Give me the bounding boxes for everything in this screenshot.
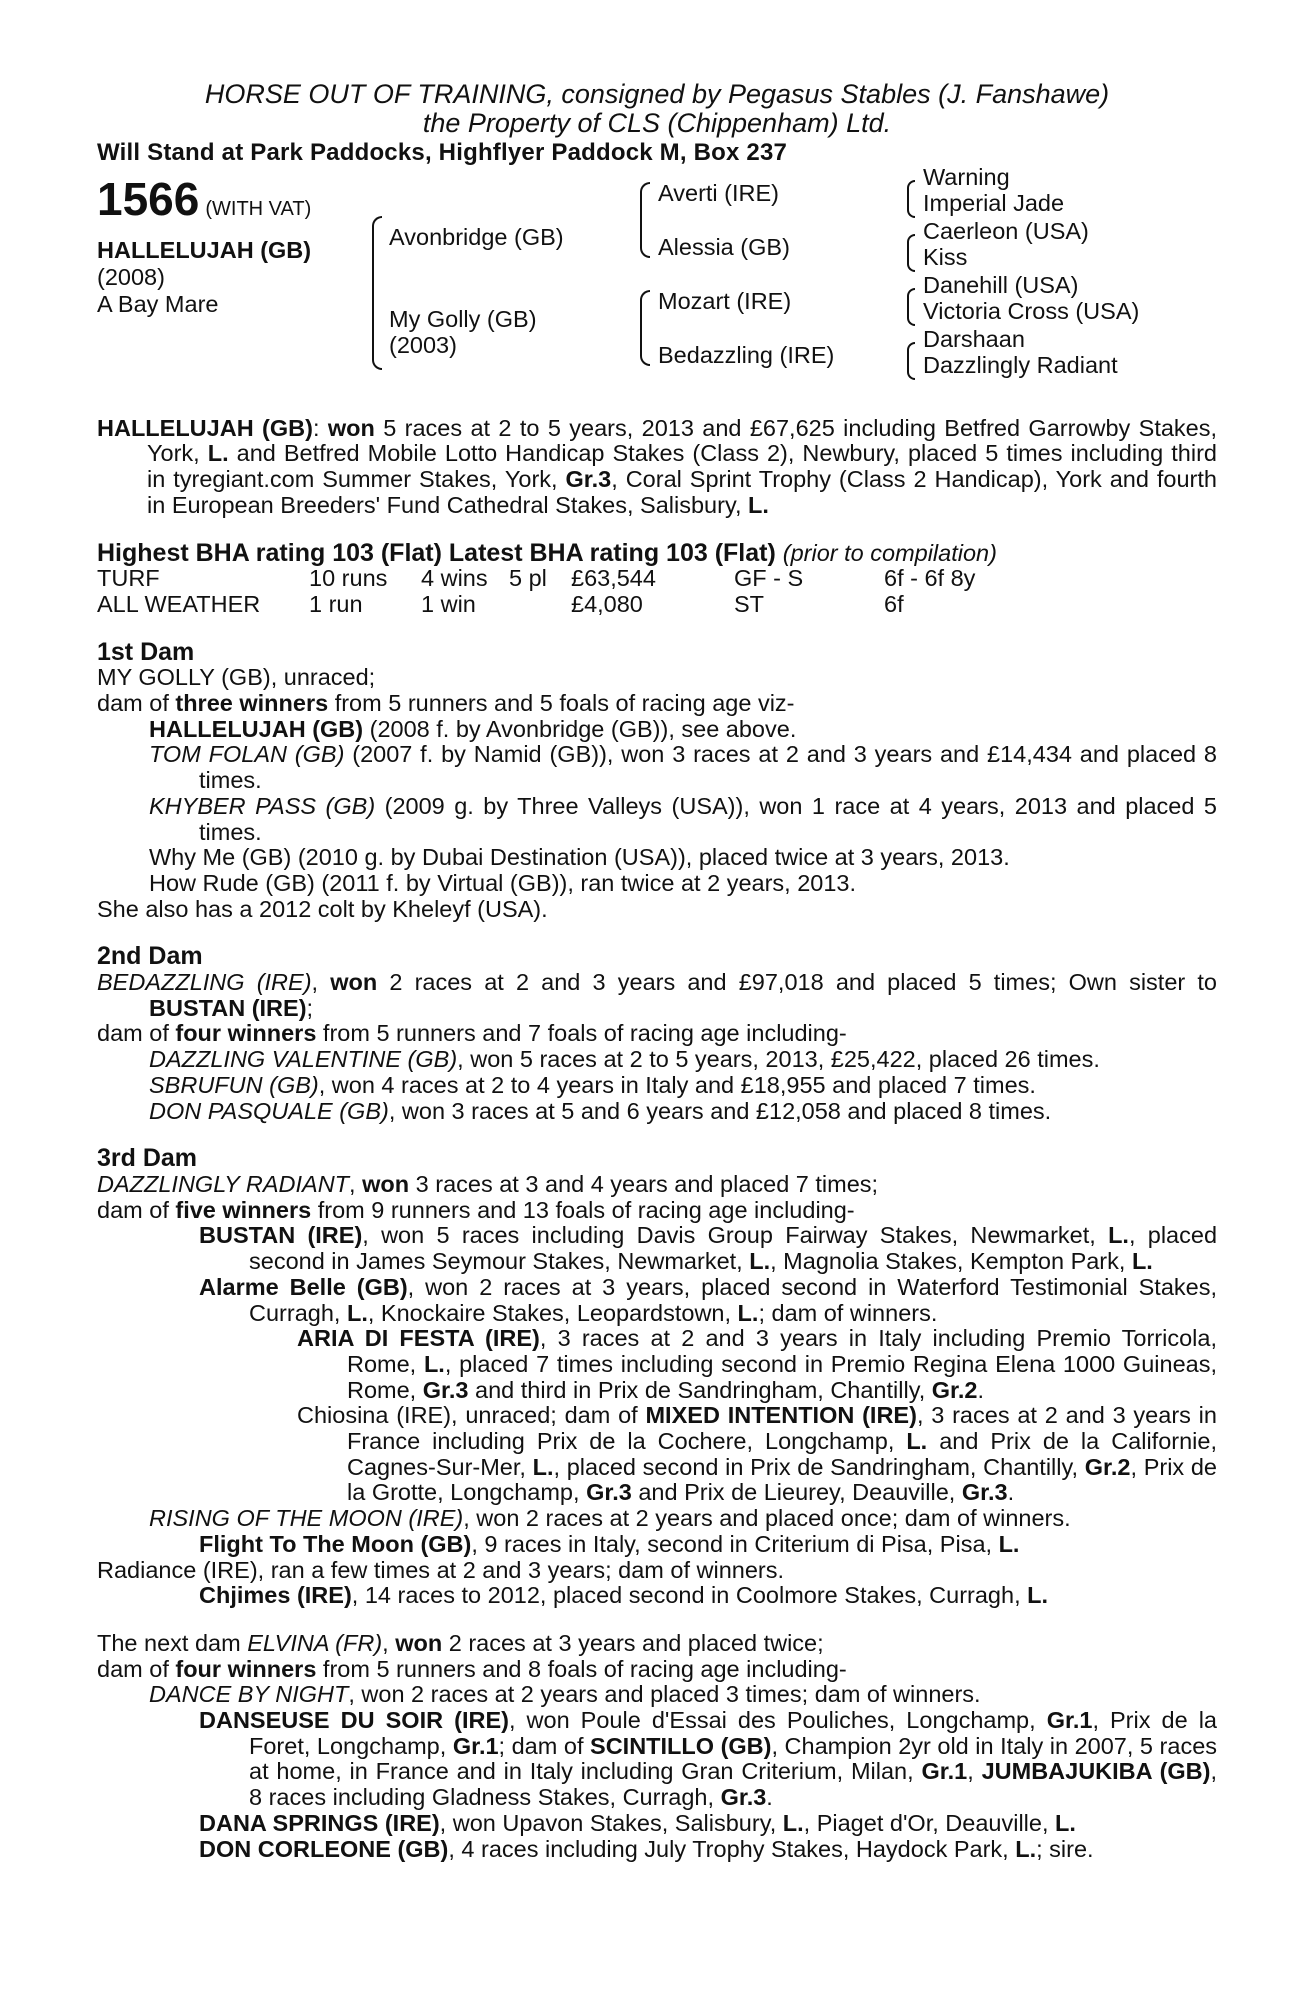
property-line: the Property of CLS (Chippenham) Ltd. (422, 108, 892, 138)
pedigree-ss-sire: Warning (923, 163, 1010, 190)
list-item (97, 1275, 1217, 1326)
ratings-heading (97, 538, 1217, 567)
list-item (97, 717, 1217, 743)
distance-cell: 6f (884, 590, 904, 617)
race-grade: Gr.2 (1084, 1453, 1131, 1480)
surface-cell: ALL WEATHER (97, 590, 261, 617)
summary-listed-1: L. (207, 440, 229, 467)
foal-name: DON PASQUALE (GB) (149, 1097, 389, 1124)
race-summary: HALLELUJAH (GB): won 5 races at 2 to 5 years, 2013 and £67,625 including Betfred Garrowby Stakes, York, L. and Betfred Mobile Lotto Handicap Stakes (Class 2), Newbury, placed 5 times including third in tyregiant.com Summer Stakes, York, Gr.3, Coral Sprint Trophy (Class 2 Handicap), York and fourth in European Breeders' Fund Cathedral Stakes, Salisbury, L. (97, 414, 1218, 518)
foal-text: , 9 races in Italy, second in Criterium di Pisa, Pisa, (471, 1530, 999, 1557)
race-grade: Gr.3 (961, 1479, 1008, 1506)
going-cell: GF - S (734, 565, 804, 592)
stand-location: Will Stand at Park Paddocks, Highflyer Paddock M, Box 237 (97, 139, 788, 166)
foal-text: Why Me (GB) (2010 g. by Dubai Destination (USA)), placed twice at 3 years, 2013. (149, 844, 1010, 871)
list-item (97, 1682, 1217, 1708)
pedigree-ss-bracket (907, 180, 915, 218)
list-item (97, 1326, 1217, 1403)
pedigree-dam-sire: Mozart (IRE) (658, 287, 792, 314)
race-grade: L. (1015, 1835, 1037, 1862)
list-item (97, 1811, 1217, 1837)
record-text: 3 races at 3 and 4 years and placed 7 times; (409, 1170, 879, 1197)
foal-text: , won 3 races at 5 and 6 years and £12,058 and placed 8 times. (388, 1097, 1052, 1124)
list-item (97, 1506, 1217, 1532)
third-dam-name: DAZZLINGLY RADIANT (97, 1170, 350, 1197)
pedigree-sd-dam: Kiss (923, 243, 968, 270)
ratings-table (97, 566, 975, 617)
race-grade: L. (1131, 1248, 1153, 1275)
foal-text: and Prix de la Californie, Cagnes-Sur-Mer, (347, 1428, 1217, 1480)
horse-description: A Bay Mare (97, 290, 219, 317)
list-item (97, 1532, 1217, 1558)
produce-winners: four winners (175, 1020, 317, 1047)
foal-text: , 8 races including Gladness Stakes, Curragh, (249, 1758, 1217, 1811)
foal-text: , placed second in Prix de Sandringham, Chantilly, (553, 1453, 1085, 1480)
wins-cell: 1 win (421, 590, 476, 617)
won-label: won (395, 1629, 443, 1656)
race-grade: L. (346, 1299, 368, 1326)
produce-winners: three winners (175, 690, 329, 717)
race-grade: L. (1055, 1809, 1076, 1836)
foal-text: ; sire. (1036, 1835, 1094, 1862)
race-grade: Gr.3 (422, 1376, 469, 1403)
foal-text: , 3 races at 2 and 3 years in Italy including Premio Torricola, Rome, (347, 1325, 1217, 1377)
race-grade: L. (998, 1530, 1020, 1557)
foal-name: BUSTAN (IRE) (199, 1222, 363, 1249)
list-item (97, 742, 1217, 793)
summary-won: won (327, 414, 375, 441)
ratings-row-turf (97, 566, 975, 592)
race-grade: Gr.1 (921, 1758, 968, 1785)
foal-text: , placed second in James Seymour Stakes, Newmarket, (249, 1222, 1218, 1275)
produce-text: dam of (97, 1196, 176, 1223)
ratings-row-aw (97, 592, 975, 618)
pedigree-sire-bracket (640, 182, 650, 258)
pedigree-dd-dam: Dazzlingly Radiant (923, 351, 1118, 378)
list-item (97, 1099, 1217, 1125)
foal-name: Chjimes (IRE) (199, 1582, 352, 1609)
pedigree-sd-bracket (907, 234, 915, 272)
lot-number-value: 1566 (97, 172, 200, 225)
foal-text: . (766, 1784, 773, 1811)
lot-pedigree-block (97, 163, 1217, 412)
race-grade: L. (782, 1809, 804, 1836)
next-dam-produce (97, 1657, 1217, 1683)
race-grade: L. (532, 1453, 554, 1480)
third-dam-title: 3rd Dam (97, 1144, 198, 1173)
first-dam-name: MY GOLLY (GB), unraced; (97, 664, 376, 691)
summary-text-3: , Coral Sprint Trophy (Class 2 Handicap), York and fourth in European Breeders' Fund Cathedral Stakes, Salisbury, (147, 466, 1217, 518)
produce-text: dam of (97, 690, 176, 717)
horse-year: (2008) (97, 263, 165, 290)
first-dam-section (97, 637, 1217, 923)
pedigree-ds-bracket (907, 288, 915, 326)
foal-text: ; dam of (498, 1732, 591, 1759)
next-dam-section (97, 1631, 1217, 1862)
list-item (97, 1837, 1217, 1863)
foal-name: MIXED INTENTION (IRE) (645, 1402, 917, 1429)
ratings-heading-text: Highest BHA rating 103 (Flat) Latest BHA rating 103 (Flat) (97, 538, 776, 567)
foal-name: DON CORLEONE (GB) (199, 1835, 449, 1862)
third-dam-section (97, 1146, 1217, 1609)
foal-text: . (1007, 1479, 1015, 1506)
produce-text: dam of (97, 1655, 176, 1682)
race-grade: L. (423, 1350, 445, 1377)
foal-name: ARIA DI FESTA (IRE) (297, 1325, 540, 1352)
foal-text: . (977, 1376, 985, 1403)
foal-name: DANSEUSE DU SOIR (IRE) (199, 1707, 509, 1734)
list-item (97, 1223, 1217, 1274)
distance-cell: 6f - 6f 8y (884, 565, 976, 592)
foal-text: (2008 f. by Avonbridge (GB)), see above. (363, 715, 797, 742)
list-item: Radiance (IRE), ran a few times at 2 and 3 years; dam of winners. (97, 1556, 785, 1583)
summary-group-1: Gr.3 (565, 466, 612, 493)
pedigree-sire-dam: Alessia (GB) (658, 233, 790, 260)
summary-text-1: 5 races at 2 to 5 years, 2013 and £67,625 including Betfred Garrowby Stakes, York, (147, 414, 1218, 467)
foal-text: , placed 7 times including second in Premio Regina Elena 1000 Guineas, Rome, (347, 1350, 1217, 1403)
sister-name: BUSTAN (IRE) (149, 994, 307, 1021)
foal-text: , won 2 races at 2 years and placed 3 times; dam of winners. (348, 1681, 981, 1708)
foal-text: , won Upavon Stakes, Salisbury, (439, 1809, 783, 1836)
second-dam-produce (97, 1021, 1217, 1047)
pedigree-sire: Avonbridge (GB) (389, 223, 564, 250)
produce-text: from 5 runners and 8 foals of racing age including- (316, 1655, 847, 1682)
foal-text: Chiosina (IRE), unraced; dam of (297, 1402, 646, 1429)
catalogue-page (97, 80, 1217, 1862)
pedigree-ss-dam: Imperial Jade (923, 189, 1065, 216)
foal-text: , 3 races at 2 and 3 years in France including Prix de la Cochere, Longchamp, (347, 1402, 1217, 1455)
race-grade: L. (1027, 1582, 1049, 1609)
runs-cell: 10 runs (309, 565, 388, 592)
foal-text: , 4 races including July Trophy Stakes, Haydock Park, (448, 1835, 1016, 1862)
second-dam-name: BEDAZZLING (IRE) (97, 969, 312, 996)
foal-text: , 14 races to 2012, placed second in Coolmore Stakes, Curragh, (351, 1582, 1028, 1609)
list-item (97, 871, 1217, 897)
foal-text: , Prix de la Foret, Longchamp, (249, 1707, 1218, 1759)
race-grade: Gr.1 (1046, 1707, 1093, 1734)
record-text: The next dam (97, 1629, 248, 1656)
consignor-line: HORSE OUT OF TRAINING, consigned by Pegasus Stables (J. Fanshawe) (204, 79, 1110, 109)
list-item (97, 1403, 1217, 1506)
foal-text: , won Poule d'Essai des Pouliches, Longchamp, (508, 1707, 1047, 1734)
money-cell: £4,080 (571, 590, 643, 617)
foal-text: How Rude (GB) (2011 f. by Virtual (GB)), ran twice at 2 years, 2013. (149, 869, 857, 896)
summary-text-2: and Betfred Mobile Lotto Handicap Stakes (Class 2), Newbury, placed 5 times including third in tyregiant.com Summer Stakes, York, (147, 440, 1217, 493)
money-cell: £63,544 (571, 565, 656, 592)
foal-name: KHYBER PASS (GB) (149, 792, 376, 819)
foal-name: SBRUFUN (GB) (149, 1071, 319, 1098)
foal-name: DANA SPRINGS (IRE) (199, 1809, 440, 1836)
foal-text: , Knockaire Stakes, Leopardstown, (367, 1299, 738, 1326)
foal-name: SCINTILLO (GB) (590, 1732, 772, 1759)
pedigree-ds-dam: Victoria Cross (USA) (923, 297, 1140, 324)
pedigree-ds-sire: Danehill (USA) (923, 271, 1079, 298)
pedigree-dam-dam: Bedazzling (IRE) (658, 341, 835, 368)
foal-text: and third in Prix de Sandringham, Chantilly, (468, 1376, 932, 1403)
ratings-section (97, 538, 1217, 618)
pedigree-dd-sire: Darshaan (923, 325, 1025, 352)
going-cell: ST (734, 590, 765, 617)
produce-text: from 9 runners and 13 foals of racing age including- (311, 1196, 855, 1223)
runs-cell: 1 run (309, 590, 363, 617)
record-text: 2 races at 3 years and placed twice; (442, 1629, 824, 1656)
race-grade: L. (737, 1299, 759, 1326)
foal-text: (2009 g. by Three Valleys (USA)), won 1 race at 4 years, 2013 and placed 5 times. (199, 792, 1217, 845)
foal-name: DANCE BY NIGHT (149, 1681, 349, 1708)
list-item (97, 845, 1217, 871)
produce-winners: four winners (175, 1655, 317, 1682)
foal-text: , won 2 races at 2 years and placed once; dam of winners. (463, 1505, 1071, 1532)
second-dam-title: 2nd Dam (97, 942, 203, 971)
surface-cell: TURF (97, 565, 160, 592)
race-grade: L. (906, 1428, 928, 1455)
foal-text: (2007 f. by Namid (GB)), won 3 races at 2 and 3 years and £14,434 and placed 8 times. (199, 741, 1217, 794)
placed-cell: 5 pl (509, 565, 547, 592)
wins-cell: 4 wins (421, 565, 488, 592)
produce-text: from 5 runners and 7 foals of racing age including- (316, 1020, 847, 1047)
pedigree-sire-sire: Averti (IRE) (658, 179, 779, 206)
horse-name: HALLELUJAH (GB) (97, 236, 312, 263)
foal-name: DAZZLING VALENTINE (GB) (149, 1046, 458, 1073)
record-text: 2 races at 2 and 3 years and £97,018 and placed 5 times; Own sister to (377, 969, 1217, 996)
pedigree-dam-bracket (640, 290, 650, 366)
foal-name: JUMBAJUKIBA (GB) (981, 1758, 1211, 1785)
foal-text: ; dam of winners. (758, 1299, 938, 1326)
race-grade: Gr.1 (452, 1732, 499, 1759)
foal-text: , Prix de la Grotte, Longchamp, (347, 1453, 1217, 1506)
ratings-note: (prior to compilation) (782, 539, 997, 566)
first-dam-also: She also has a 2012 colt by Kheleyf (USA). (97, 895, 548, 922)
pedigree-dd-bracket (907, 342, 915, 380)
foal-text: , Magnolia Stakes, Kempton Park, (770, 1248, 1132, 1275)
pedigree-dam-year: (2003) (389, 331, 457, 358)
list-item (97, 1047, 1217, 1073)
summary-listed-2: L. (748, 491, 769, 518)
won-label: won (330, 969, 378, 996)
first-dam-title: 1st Dam (97, 637, 195, 666)
foal-text: , won 2 races at 3 years, placed second in Waterford Testimonial Stakes, Curragh, (249, 1273, 1217, 1326)
pedigree-sd-sire: Caerleon (USA) (923, 217, 1089, 244)
won-label: won (362, 1170, 410, 1197)
foal-name: Alarme Belle (GB) (199, 1273, 408, 1300)
foal-name: TOM FOLAN (GB) (149, 741, 345, 768)
produce-text: dam of (97, 1020, 176, 1047)
foal-text: and Prix de Lieurey, Deauville, (631, 1479, 962, 1506)
third-dam-produce (97, 1198, 1217, 1224)
second-dam-section (97, 944, 1217, 1124)
race-grade: L. (749, 1248, 771, 1275)
first-dam-produce (97, 691, 1217, 717)
list-item (97, 1073, 1217, 1099)
vat-label: (WITH VAT) (205, 197, 312, 220)
race-grade: Gr.2 (931, 1376, 978, 1403)
list-item (97, 1583, 1217, 1609)
foal-text: , (967, 1758, 982, 1785)
list-item (97, 794, 1217, 845)
next-dam-name: ELVINA (FR) (247, 1629, 383, 1656)
pedigree-main-bracket (372, 216, 382, 370)
foal-text: , won 4 races at 2 to 4 years in Italy and £18,955 and placed 7 times. (318, 1071, 1036, 1098)
summary-horse-name: HALLELUJAH (GB) (97, 414, 313, 441)
race-grade: L. (1108, 1222, 1129, 1249)
race-grade: Gr.3 (720, 1784, 767, 1811)
foal-name: Flight To The Moon (GB) (199, 1530, 472, 1557)
placed-cell (509, 592, 571, 618)
produce-winners: five winners (175, 1196, 312, 1223)
foal-name: RISING OF THE MOON (IRE) (149, 1505, 464, 1532)
foal-text: , won 5 races including Davis Group Fairway Stakes, Newmarket, (362, 1222, 1109, 1249)
list-item (97, 1708, 1217, 1811)
foal-text: , Piaget d'Or, Deauville, (803, 1809, 1056, 1836)
second-dam-record: BEDAZZLING (IRE), won 2 races at 2 and 3 years and £97,018 and placed 5 times; Own sister to BUSTAN (IRE); (97, 969, 1217, 1021)
race-grade: Gr.3 (586, 1479, 632, 1506)
lot-number (97, 174, 311, 234)
next-dam-record: The next dam ELVINA (FR), won 2 races at 3 years and placed twice; (97, 1629, 824, 1656)
foal-text: , won 5 races at 2 to 5 years, 2013, £25,422, placed 26 times. (457, 1046, 1100, 1073)
third-dam-record: DAZZLINGLY RADIANT, won 3 races at 3 and 4 years and placed 7 times; (97, 1170, 879, 1197)
foal-text: , Champion 2yr old in Italy in 2007, 5 races at home, in France and in Italy including Gran Criterium, Milan, (249, 1732, 1218, 1785)
produce-text: from 5 runners and 5 foals of racing age viz- (328, 690, 795, 717)
pedigree-dam: My Golly (GB) (389, 305, 537, 332)
foal-name: HALLELUJAH (GB) (149, 715, 364, 742)
